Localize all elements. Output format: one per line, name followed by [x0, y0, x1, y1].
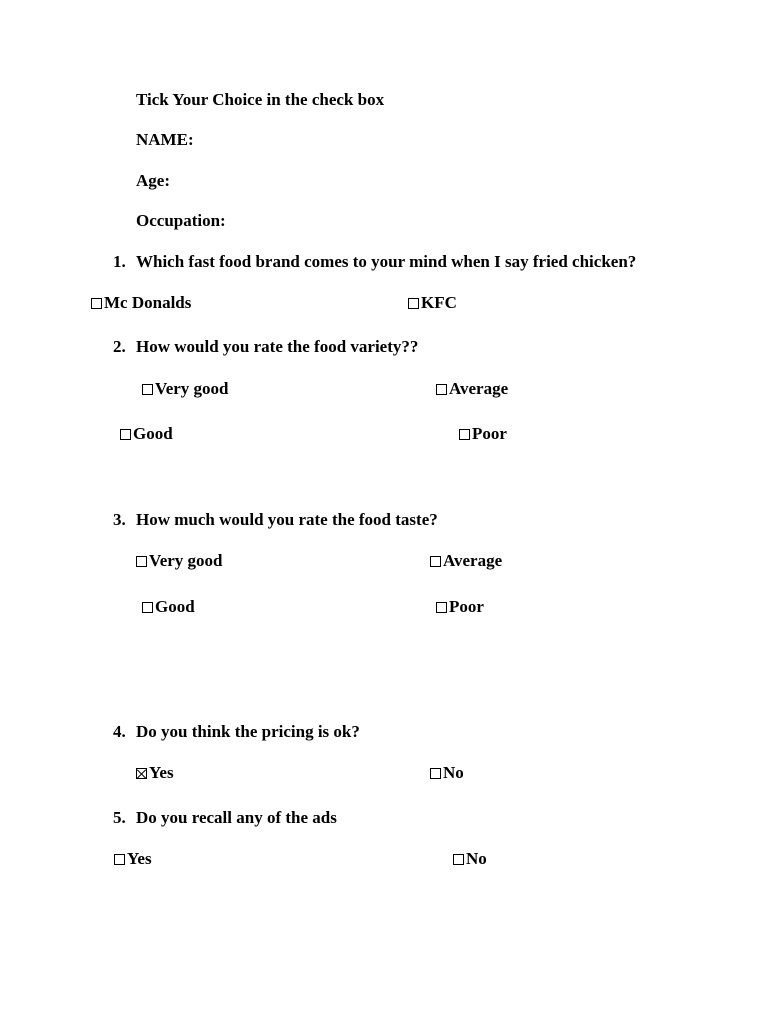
- question-number: 3.: [113, 510, 126, 529]
- question-number: 4.: [113, 722, 126, 741]
- question-text: Do you recall any of the ads: [136, 808, 337, 827]
- q3-option-good[interactable]: [142, 597, 195, 617]
- checkbox[interactable]: [436, 602, 447, 613]
- checkbox[interactable]: [436, 384, 447, 395]
- option-label: Average: [449, 379, 509, 398]
- q3-option-very-good[interactable]: [136, 551, 223, 571]
- checkbox[interactable]: [430, 768, 441, 779]
- option-label: Poor: [472, 424, 507, 443]
- q2-option-average[interactable]: [436, 379, 508, 399]
- option-label: Average: [443, 551, 503, 570]
- checkbox[interactable]: [459, 429, 470, 440]
- q3-option-poor[interactable]: [436, 597, 484, 617]
- question-4: [113, 722, 360, 742]
- q5-option-no[interactable]: [453, 849, 487, 869]
- checkbox[interactable]: [142, 384, 153, 395]
- question-2: [113, 337, 418, 357]
- checkbox[interactable]: [408, 298, 419, 309]
- question-number: 2.: [113, 337, 126, 356]
- option-label: No: [443, 763, 464, 782]
- q4-option-yes[interactable]: [136, 763, 174, 783]
- option-label: No: [466, 849, 487, 868]
- question-text: Which fast food brand comes to your mind when I say fried chicken?: [136, 252, 637, 271]
- occupation-label: Occupation:: [136, 211, 226, 230]
- option-label: Good: [133, 424, 173, 443]
- option-label: Yes: [127, 849, 152, 868]
- q5-option-yes[interactable]: [114, 849, 152, 869]
- form-instruction: Tick Your Choice in the check box: [136, 90, 385, 109]
- option-label: Good: [155, 597, 195, 616]
- age-label: Age:: [136, 171, 170, 190]
- q2-option-poor[interactable]: [459, 424, 507, 444]
- question-text: How would you rate the food variety??: [136, 337, 419, 356]
- checkbox[interactable]: [453, 854, 464, 865]
- q1-option-kfc[interactable]: [408, 293, 457, 313]
- option-label: KFC: [421, 293, 457, 312]
- question-text: Do you think the pricing is ok?: [136, 722, 360, 741]
- q2-option-very-good[interactable]: [142, 379, 229, 399]
- checkbox-checked[interactable]: [136, 768, 147, 779]
- question-number: 1.: [113, 252, 126, 271]
- checkbox[interactable]: [142, 602, 153, 613]
- option-label: Yes: [149, 763, 174, 782]
- checkbox[interactable]: [114, 854, 125, 865]
- option-label: Poor: [449, 597, 484, 616]
- question-number: 5.: [113, 808, 126, 827]
- question-5: [113, 808, 337, 828]
- checkbox[interactable]: [120, 429, 131, 440]
- q2-option-good[interactable]: [120, 424, 173, 444]
- q4-option-no[interactable]: [430, 763, 464, 783]
- option-label: Mc Donalds: [104, 293, 192, 312]
- option-label: Very good: [155, 379, 229, 398]
- option-label: Very good: [149, 551, 223, 570]
- checkbox[interactable]: [136, 556, 147, 567]
- checkbox[interactable]: [91, 298, 102, 309]
- q1-option-mcdonalds[interactable]: [91, 293, 191, 313]
- checkbox[interactable]: [430, 556, 441, 567]
- question-1: [113, 252, 636, 272]
- question-3: [113, 510, 438, 530]
- name-label: NAME:: [136, 130, 194, 149]
- q3-option-average[interactable]: [430, 551, 502, 571]
- question-text: How much would you rate the food taste?: [136, 510, 438, 529]
